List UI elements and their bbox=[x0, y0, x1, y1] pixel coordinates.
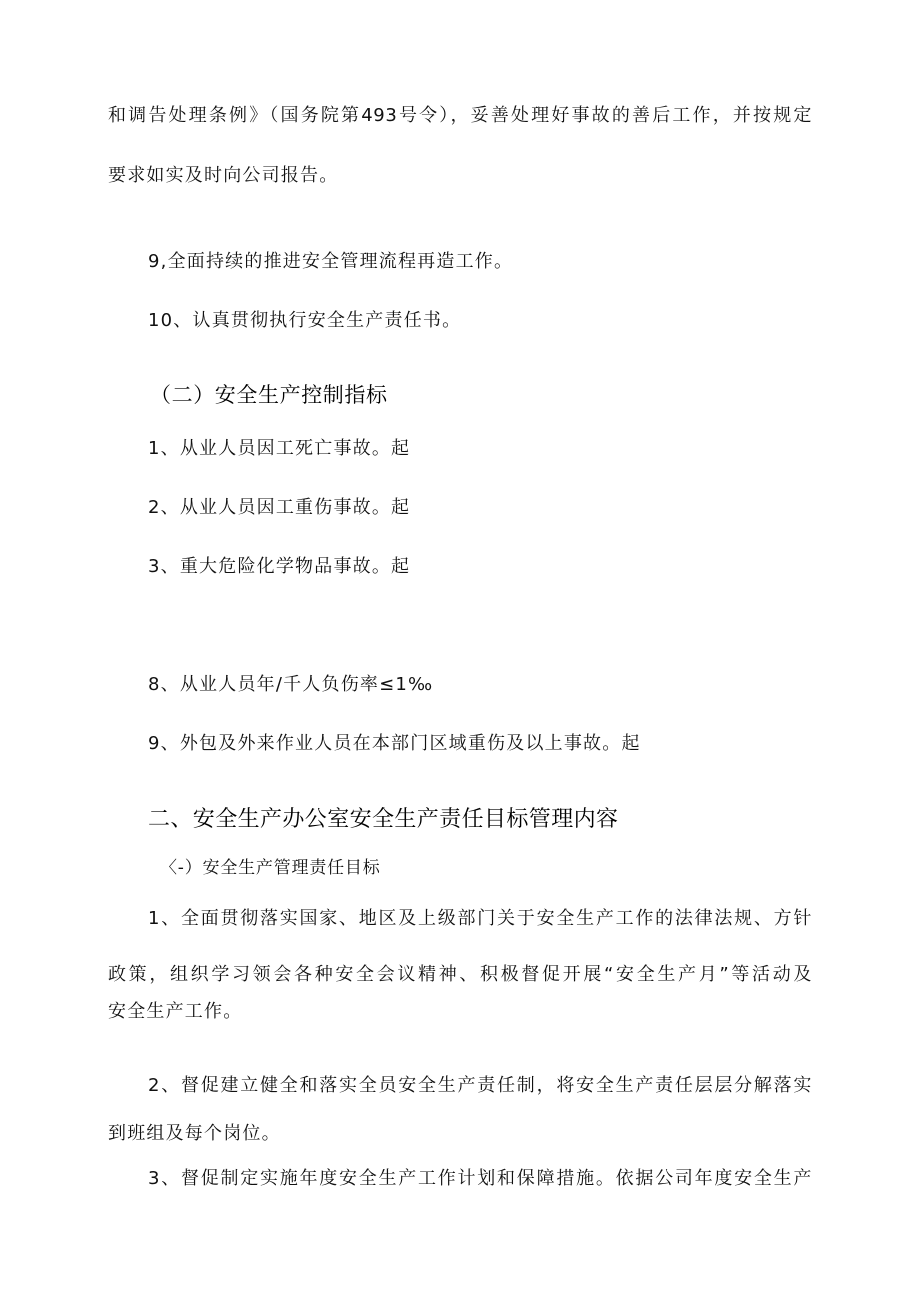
list-item: 2、从业人员因工重伤事故。起 bbox=[148, 497, 411, 518]
list-item: 9,全面持续的推进安全管理流程再造工作。 bbox=[148, 251, 514, 272]
paragraph-line: 2、督促建立健全和落实全员安全生产责任制，将安全生产责任层层分解落实 bbox=[148, 1075, 812, 1096]
paragraph-line: 1、全面贯彻落实国家、地区及上级部门关于安全生产工作的法律法规、方针 bbox=[148, 908, 812, 929]
paragraph-line: 和调告处理条例》（国务院第493号令），妥善处理好事故的善后工作，并按规定 bbox=[108, 105, 812, 126]
subsection-heading: 〈-）安全生产管理责任目标 bbox=[160, 858, 381, 878]
list-item: 3、重大危险化学物品事故。起 bbox=[148, 556, 411, 577]
paragraph-line: 3、督促制定实施年度安全生产工作计划和保障措施。依据公司年度安全生产 bbox=[148, 1168, 812, 1189]
paragraph-line: 安全生产工作。 bbox=[108, 1001, 243, 1022]
paragraph-line: 到班组及每个岗位。 bbox=[108, 1123, 281, 1144]
chapter-heading: 二、安全生产办公室安全生产责任目标管理内容 bbox=[148, 806, 619, 831]
section-heading: （二）安全生产控制指标 bbox=[150, 384, 388, 407]
list-item: 1、从业人员因工死亡事故。起 bbox=[148, 438, 411, 459]
list-item: 8、从业人员年/千人负伤率≤1‰ bbox=[148, 674, 434, 695]
list-item: 10、认真贯彻执行安全生产责任书。 bbox=[148, 310, 462, 331]
paragraph-line: 要求如实及时向公司报告。 bbox=[108, 165, 339, 186]
paragraph-line: 政策，组织学习领会各种安全会议精神、积极督促开展“安全生产月”等活动及 bbox=[108, 964, 812, 985]
list-item: 9、外包及外来作业人员在本部门区域重伤及以上事故。起 bbox=[148, 733, 641, 754]
